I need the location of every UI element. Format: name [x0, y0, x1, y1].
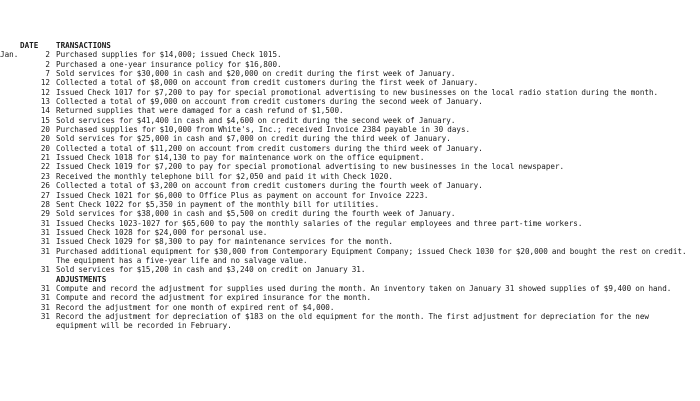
date-cell: [0, 181, 56, 190]
month-label: [0, 247, 20, 266]
day-label: 15: [40, 115, 50, 125]
transaction-text: Received the monthly telephone bill for $2,050 and paid it with Check 1020.: [56, 171, 393, 181]
month-label: [0, 97, 20, 106]
transaction-text: Sold services for $38,000 in cash and $5,500 on credit during the fourth week of January.: [56, 209, 456, 219]
date-cell: [0, 172, 56, 181]
transaction-text: Issued Check 1021 for $6,000 to Office Plus as payment on account for Invoice 2223.: [56, 190, 429, 200]
transaction-row: [0, 191, 692, 200]
transaction-text: Sent Check 1022 for $5,350 in payment of the monthly bill for utilities.: [56, 199, 380, 209]
transaction-text: Issued Check 1029 for $8,300 to pay for maintenance services for the month.: [56, 237, 393, 247]
transaction-row: [0, 237, 692, 246]
month-label: [0, 116, 20, 125]
month-label: [0, 134, 20, 143]
day-label: 12: [40, 78, 50, 88]
transaction-text: Purchased supplies for $14,000; issued Check 1015.: [56, 50, 282, 60]
transaction-text: Collected a total of $3,200 on account from credit customers during the fourth week of January.: [56, 181, 483, 191]
month-label: [0, 144, 20, 153]
day-label: 12: [40, 87, 50, 97]
date-cell: [0, 88, 56, 97]
day-label: 20: [40, 143, 50, 153]
transaction-text: Sold services for $25,000 in cash and $7,000 on credit during the third week of January.: [56, 134, 451, 144]
date-header: DATE: [20, 41, 39, 50]
date-cell: [0, 265, 56, 274]
month-label: [0, 284, 20, 293]
transaction-row: [0, 209, 692, 218]
transaction-text: Sold services for $41,400 in cash and $4,600 on credit during the second week of January.: [56, 115, 456, 125]
transaction-row: [0, 153, 692, 162]
transaction-text: Collected a total of $8,000 on account from credit customers during the first week of January.: [56, 78, 479, 88]
month-label: [0, 60, 20, 69]
transaction-text: Sold services for $30,000 in cash and $20,000 on credit during the first week of January.: [56, 69, 456, 79]
transaction-row: [0, 284, 692, 293]
day-label: 28: [40, 199, 50, 209]
date-cell: [0, 69, 56, 78]
day-label: 2: [45, 50, 50, 60]
month-label: [0, 228, 20, 237]
month-label: [0, 172, 20, 181]
month-label: [0, 209, 20, 218]
date-cell: [0, 60, 56, 69]
date-cell: [0, 50, 56, 59]
day-label: 2: [45, 59, 50, 69]
transaction-text: Returned supplies that were damaged for a cash refund of $1,500.: [56, 106, 344, 116]
day-label: 31: [40, 265, 50, 275]
transaction-row: [0, 88, 692, 97]
date-cell: [0, 275, 56, 284]
transaction-row: [0, 265, 692, 274]
transaction-text: Collected a total of $11,200 on account from credit customers during the third week of January.: [56, 143, 483, 153]
month-label: [0, 219, 20, 228]
transaction-row: [0, 293, 692, 302]
month-label: [0, 125, 20, 134]
date-cell: [0, 247, 56, 266]
transaction-text: Issued Check 1017 for $7,200 to pay for special promotional advertising to new businesses on the local radio station during the month.: [56, 87, 659, 97]
date-cell: [0, 153, 56, 162]
day-label: 29: [40, 209, 50, 219]
date-cell: [0, 162, 56, 171]
month-label: [0, 275, 20, 284]
date-cell: [0, 134, 56, 143]
transaction-text: Compute and record the adjustment for expired insurance for the month.: [56, 293, 372, 303]
day-label: 26: [40, 181, 50, 191]
transaction-row: [0, 172, 692, 181]
day-label: 31: [40, 283, 50, 293]
month-label: [0, 191, 20, 200]
transaction-row: [0, 97, 692, 106]
date-cell: [0, 303, 56, 312]
month-label: [0, 162, 20, 171]
transaction-row: [0, 78, 692, 87]
transaction-text: Compute and record the adjustment for supplies used during the month. An inventory taken on January 31 showed supplies of $9,400 on hand.: [56, 283, 672, 293]
day-label: 21: [40, 153, 50, 163]
transaction-text: Sold services for $15,200 in cash and $3,240 on credit on January 31.: [56, 265, 366, 275]
section-heading: ADJUSTMENTS: [56, 274, 107, 284]
day-label: 31: [40, 302, 50, 312]
date-cell: [0, 200, 56, 209]
day-label: 31: [40, 246, 50, 256]
month-label: [0, 69, 20, 78]
day-label: 31: [40, 311, 50, 321]
month-label: [0, 181, 20, 190]
date-cell: [0, 116, 56, 125]
date-cell: [0, 228, 56, 237]
transaction-row: [0, 125, 692, 134]
day-label: 31: [40, 237, 50, 247]
transaction-row: [0, 303, 692, 312]
transaction-text: Purchased additional equipment for $30,000 from Contemporary Equipment Company; issued Check 1030 for $20,000 and bought the rest on credit. The equipment has a five-year life and no salvage value.: [56, 246, 687, 265]
transaction-row: [0, 50, 692, 59]
month-label: [0, 78, 20, 87]
transaction-row: [0, 162, 692, 171]
day-label: 20: [40, 134, 50, 144]
date-cell: [0, 97, 56, 106]
transaction-text: Issued Check 1028 for $24,000 for personal use.: [56, 227, 268, 237]
month-label: [0, 153, 20, 162]
transaction-row: [0, 312, 692, 331]
section-heading-row: [0, 275, 692, 284]
column-header: [0, 41, 692, 50]
day-label: 13: [40, 97, 50, 107]
month-label: [0, 237, 20, 246]
transaction-row: [0, 69, 692, 78]
transaction-text: Issued Check 1018 for $14,130 to pay for maintenance work on the office equipment.: [56, 153, 425, 163]
date-cell: [0, 237, 56, 246]
transaction-row: [0, 60, 692, 69]
month-label: [0, 312, 20, 331]
transaction-row: [0, 181, 692, 190]
transaction-row: [0, 106, 692, 115]
day-label: 20: [40, 125, 50, 135]
transaction-row: [0, 219, 692, 228]
date-cell: [0, 293, 56, 302]
transaction-row: [0, 200, 692, 209]
transaction-text: Record the adjustment for depreciation of $183 on the old equipment for the month. The first adjustment for depreciation for the new equipment will be recorded in February.: [56, 311, 649, 331]
transaction-row: [0, 228, 692, 237]
transaction-text: Issued Check 1019 for $7,200 to pay for special promotional advertising to new businesses in the local newspaper.: [56, 162, 565, 172]
transaction-text: Issued Checks 1023-1027 for $65,600 to pay the monthly salaries of the regular employees and three part-time workers.: [56, 218, 583, 228]
transaction-text: Collected a total of $9,000 on account from credit customers during the second week of January.: [56, 97, 483, 107]
transaction-row: [0, 116, 692, 125]
day-label: 22: [40, 162, 50, 172]
day-label: 31: [40, 293, 50, 303]
transaction-list: [0, 50, 692, 330]
month-label: [0, 200, 20, 209]
day-label: 27: [40, 190, 50, 200]
day-label: 7: [45, 69, 50, 79]
date-cell: [0, 209, 56, 218]
date-cell: [0, 144, 56, 153]
transaction-row: [0, 144, 692, 153]
transaction-row: [0, 134, 692, 143]
date-cell: [0, 312, 56, 331]
month-label: [0, 293, 20, 302]
day-label: 31: [40, 227, 50, 237]
date-cell: [0, 125, 56, 134]
date-cell: [0, 106, 56, 115]
day-label: 14: [40, 106, 50, 116]
date-cell: [0, 219, 56, 228]
day-label: [20, 275, 53, 284]
date-cell: [0, 78, 56, 87]
month-label: [0, 303, 20, 312]
month-label: [0, 106, 20, 115]
date-cell: [0, 191, 56, 200]
transactions-header: TRANSACTIONS: [56, 41, 111, 50]
transaction-row: [0, 247, 692, 266]
month-label: [0, 88, 20, 97]
day-label: 31: [40, 218, 50, 228]
day-label: 23: [40, 171, 50, 181]
date-cell: [0, 284, 56, 293]
month-label: Jan.: [0, 50, 19, 60]
month-label: [0, 265, 20, 274]
transaction-text: Purchased a one-year insurance policy for $16,800.: [56, 59, 282, 69]
transaction-text: Record the adjustment for one month of expired rent of $4,000.: [56, 302, 335, 312]
transaction-text: Purchased supplies for $10,000 from White's, Inc.; received Invoice 2384 payable in 30 days.: [56, 125, 471, 135]
